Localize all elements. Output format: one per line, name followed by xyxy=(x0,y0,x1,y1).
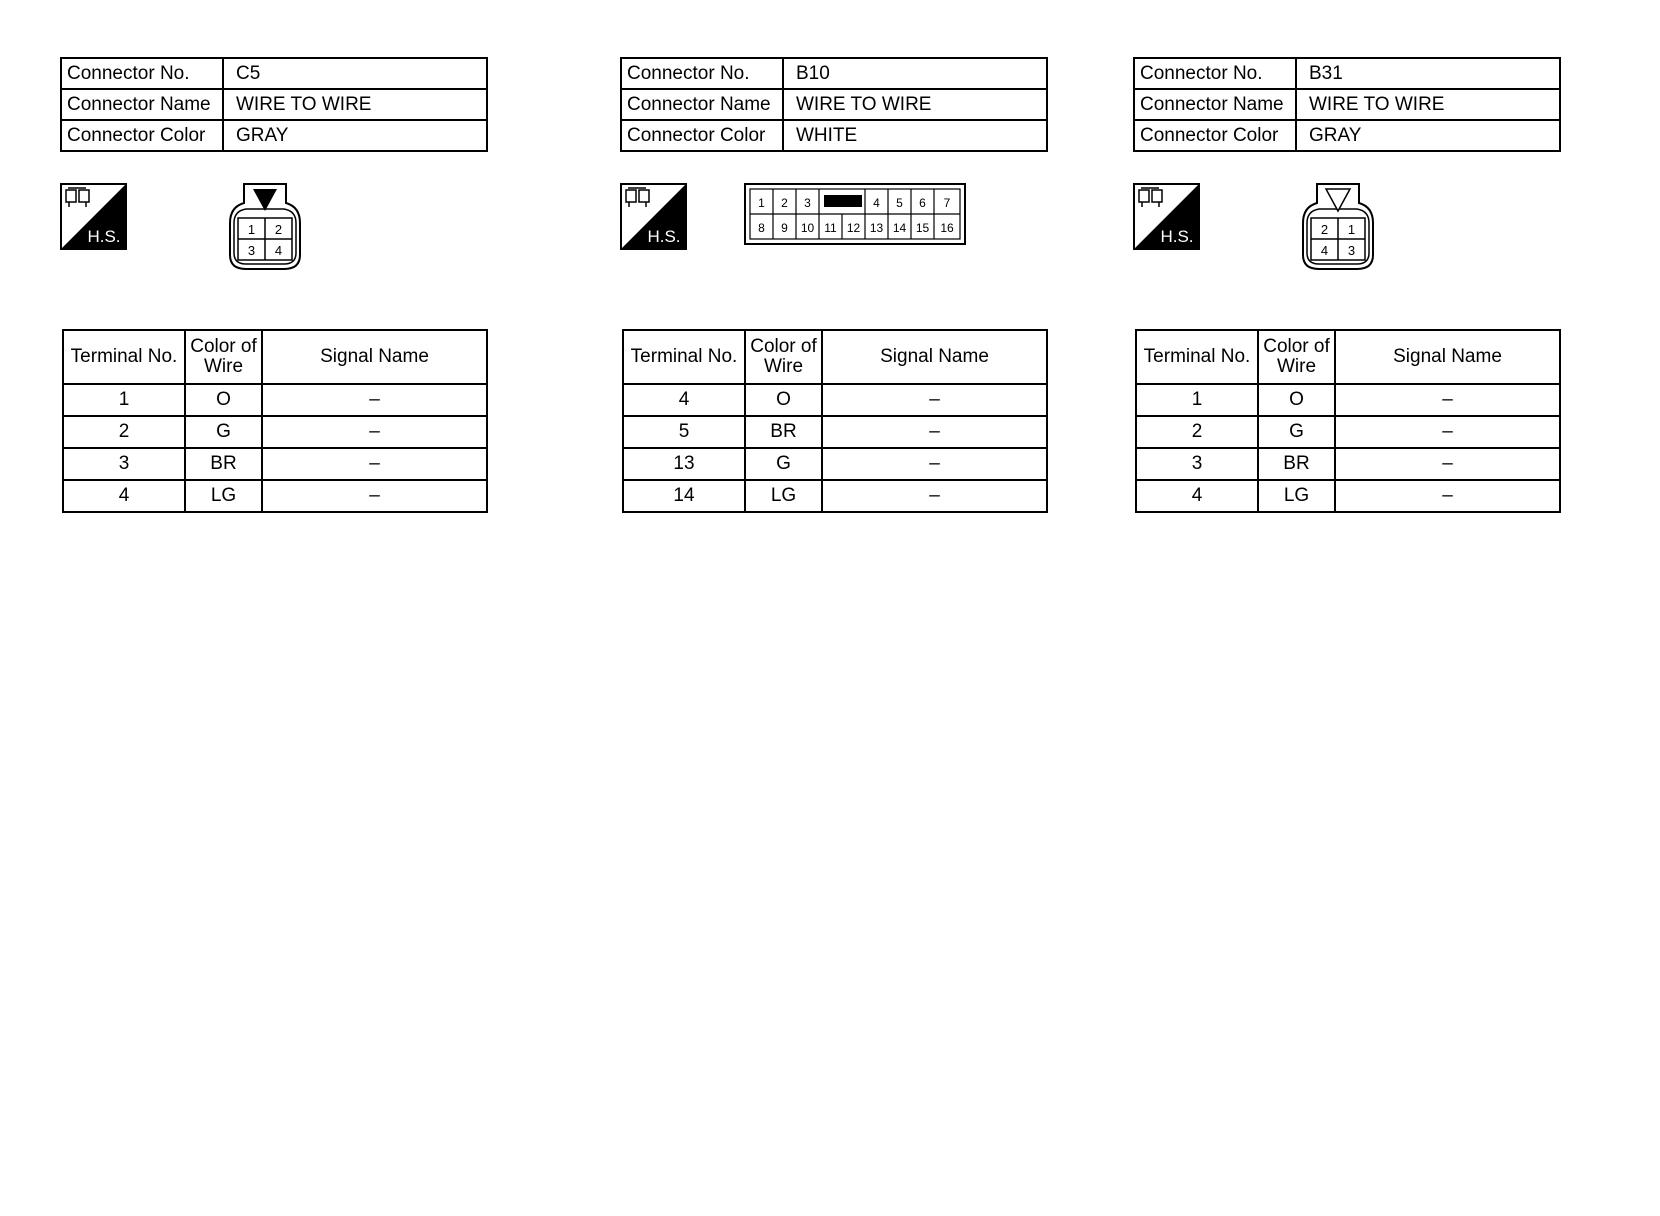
terminal-table xyxy=(1135,329,1561,513)
table-row xyxy=(1136,384,1560,416)
signal-name-header: Signal Name xyxy=(1335,330,1560,384)
connector-color-value: GRAY xyxy=(223,120,487,151)
table-row xyxy=(63,480,487,512)
connector-block-c5 xyxy=(60,0,620,540)
pin-label: 6 xyxy=(919,196,926,210)
pin-label: 1 xyxy=(758,196,765,210)
table-row xyxy=(63,384,487,416)
signal-cell: – xyxy=(822,480,1047,512)
connector-block-b10 xyxy=(620,0,1180,540)
connector-face-b31 xyxy=(1301,183,1375,271)
terminal-no-header: Terminal No. xyxy=(1136,330,1258,384)
connector-info-table xyxy=(1133,57,1561,152)
table-row xyxy=(63,448,487,480)
lock-tab-icon xyxy=(824,195,862,207)
connector-name-label: Connector Name xyxy=(1134,89,1296,120)
terminal-cell: 1 xyxy=(63,384,185,416)
terminal-cell: 2 xyxy=(63,416,185,448)
pin-label: 13 xyxy=(869,221,884,235)
harness-side-icon xyxy=(620,183,687,250)
signal-cell: – xyxy=(822,448,1047,480)
pin-label: 12 xyxy=(846,221,861,235)
connector-info-table xyxy=(620,57,1048,152)
connector-block-b31 xyxy=(1133,0,1660,540)
pin-label: 3 xyxy=(247,243,256,258)
signal-cell: – xyxy=(1335,448,1560,480)
connector-no-value: B10 xyxy=(783,58,1047,89)
connector-face-b10 xyxy=(744,183,966,245)
terminal-cell: 13 xyxy=(623,448,745,480)
pin-label: 3 xyxy=(804,196,811,210)
signal-cell: – xyxy=(1335,480,1560,512)
wire-cell: BR xyxy=(745,416,822,448)
pin-label: 15 xyxy=(915,221,930,235)
signal-cell: – xyxy=(262,384,487,416)
wire-cell: BR xyxy=(185,448,262,480)
connector-no-label: Connector No. xyxy=(61,58,223,89)
hs-label: H.S. xyxy=(87,227,121,246)
pin-label: 5 xyxy=(896,196,903,210)
connector-no-label: Connector No. xyxy=(1134,58,1296,89)
signal-name-header: Signal Name xyxy=(262,330,487,384)
pin-label: 2 xyxy=(1320,222,1329,237)
signal-cell: – xyxy=(822,384,1047,416)
connector-name-label: Connector Name xyxy=(621,89,783,120)
wire-cell: BR xyxy=(1258,448,1335,480)
terminal-cell: 14 xyxy=(623,480,745,512)
wire-cell: LG xyxy=(1258,480,1335,512)
terminal-cell: 3 xyxy=(1136,448,1258,480)
connector-face-c5 xyxy=(228,183,302,271)
pin-label: 1 xyxy=(247,222,256,237)
terminal-cell: 4 xyxy=(623,384,745,416)
wire-color-header: Color of Wire xyxy=(1258,330,1335,384)
connector-info-table xyxy=(60,57,488,152)
connector-color-value: WHITE xyxy=(783,120,1047,151)
harness-side-icon xyxy=(60,183,127,250)
hs-label: H.S. xyxy=(1160,227,1194,246)
wire-cell: G xyxy=(185,416,262,448)
pin-label: 9 xyxy=(781,221,788,235)
terminal-cell: 5 xyxy=(623,416,745,448)
signal-cell: – xyxy=(262,448,487,480)
connector-no-value: B31 xyxy=(1296,58,1560,89)
pin-label: 10 xyxy=(800,221,815,235)
table-row xyxy=(623,416,1047,448)
signal-cell: – xyxy=(822,416,1047,448)
signal-cell: – xyxy=(262,480,487,512)
pin-label: 14 xyxy=(892,221,907,235)
wire-cell: G xyxy=(1258,416,1335,448)
pin-label: 2 xyxy=(781,196,788,210)
connector-name-label: Connector Name xyxy=(61,89,223,120)
pin-label: 11 xyxy=(824,221,837,235)
pin-label: 2 xyxy=(274,222,283,237)
signal-cell: – xyxy=(1335,416,1560,448)
pin-label: 8 xyxy=(758,221,765,235)
wire-cell: LG xyxy=(745,480,822,512)
terminal-table xyxy=(62,329,488,513)
terminal-table xyxy=(622,329,1048,513)
connector-color-label: Connector Color xyxy=(1134,120,1296,151)
connector-no-value: C5 xyxy=(223,58,487,89)
wire-cell: O xyxy=(745,384,822,416)
signal-cell: – xyxy=(262,416,487,448)
pin-label: 4 xyxy=(1320,243,1329,258)
hs-label: H.S. xyxy=(647,227,681,246)
terminal-cell: 4 xyxy=(63,480,185,512)
table-row xyxy=(623,448,1047,480)
wire-color-header: Color of Wire xyxy=(185,330,262,384)
harness-side-icon xyxy=(1133,183,1200,250)
signal-cell: – xyxy=(1335,384,1560,416)
wire-cell: G xyxy=(745,448,822,480)
terminal-cell: 3 xyxy=(63,448,185,480)
connector-color-value: GRAY xyxy=(1296,120,1560,151)
table-row xyxy=(1136,416,1560,448)
table-row xyxy=(623,384,1047,416)
connector-name-value: WIRE TO WIRE xyxy=(783,89,1047,120)
connector-color-label: Connector Color xyxy=(621,120,783,151)
table-row xyxy=(623,480,1047,512)
table-row xyxy=(1136,480,1560,512)
connector-color-label: Connector Color xyxy=(61,120,223,151)
terminal-cell: 2 xyxy=(1136,416,1258,448)
wire-cell: O xyxy=(1258,384,1335,416)
terminal-no-header: Terminal No. xyxy=(623,330,745,384)
terminal-cell: 4 xyxy=(1136,480,1258,512)
pin-label: 4 xyxy=(873,196,880,210)
table-row xyxy=(1136,448,1560,480)
pin-label: 1 xyxy=(1347,222,1356,237)
pin-label: 16 xyxy=(940,221,954,235)
signal-name-header: Signal Name xyxy=(822,330,1047,384)
pin-label: 3 xyxy=(1347,243,1356,258)
connector-name-value: WIRE TO WIRE xyxy=(223,89,487,120)
wire-color-header: Color of Wire xyxy=(745,330,822,384)
pin-label: 7 xyxy=(943,196,951,210)
terminal-cell: 1 xyxy=(1136,384,1258,416)
wire-cell: O xyxy=(185,384,262,416)
pin-label: 4 xyxy=(274,243,283,258)
table-row xyxy=(63,416,487,448)
terminal-no-header: Terminal No. xyxy=(63,330,185,384)
wire-cell: LG xyxy=(185,480,262,512)
connector-name-value: WIRE TO WIRE xyxy=(1296,89,1560,120)
connector-no-label: Connector No. xyxy=(621,58,783,89)
